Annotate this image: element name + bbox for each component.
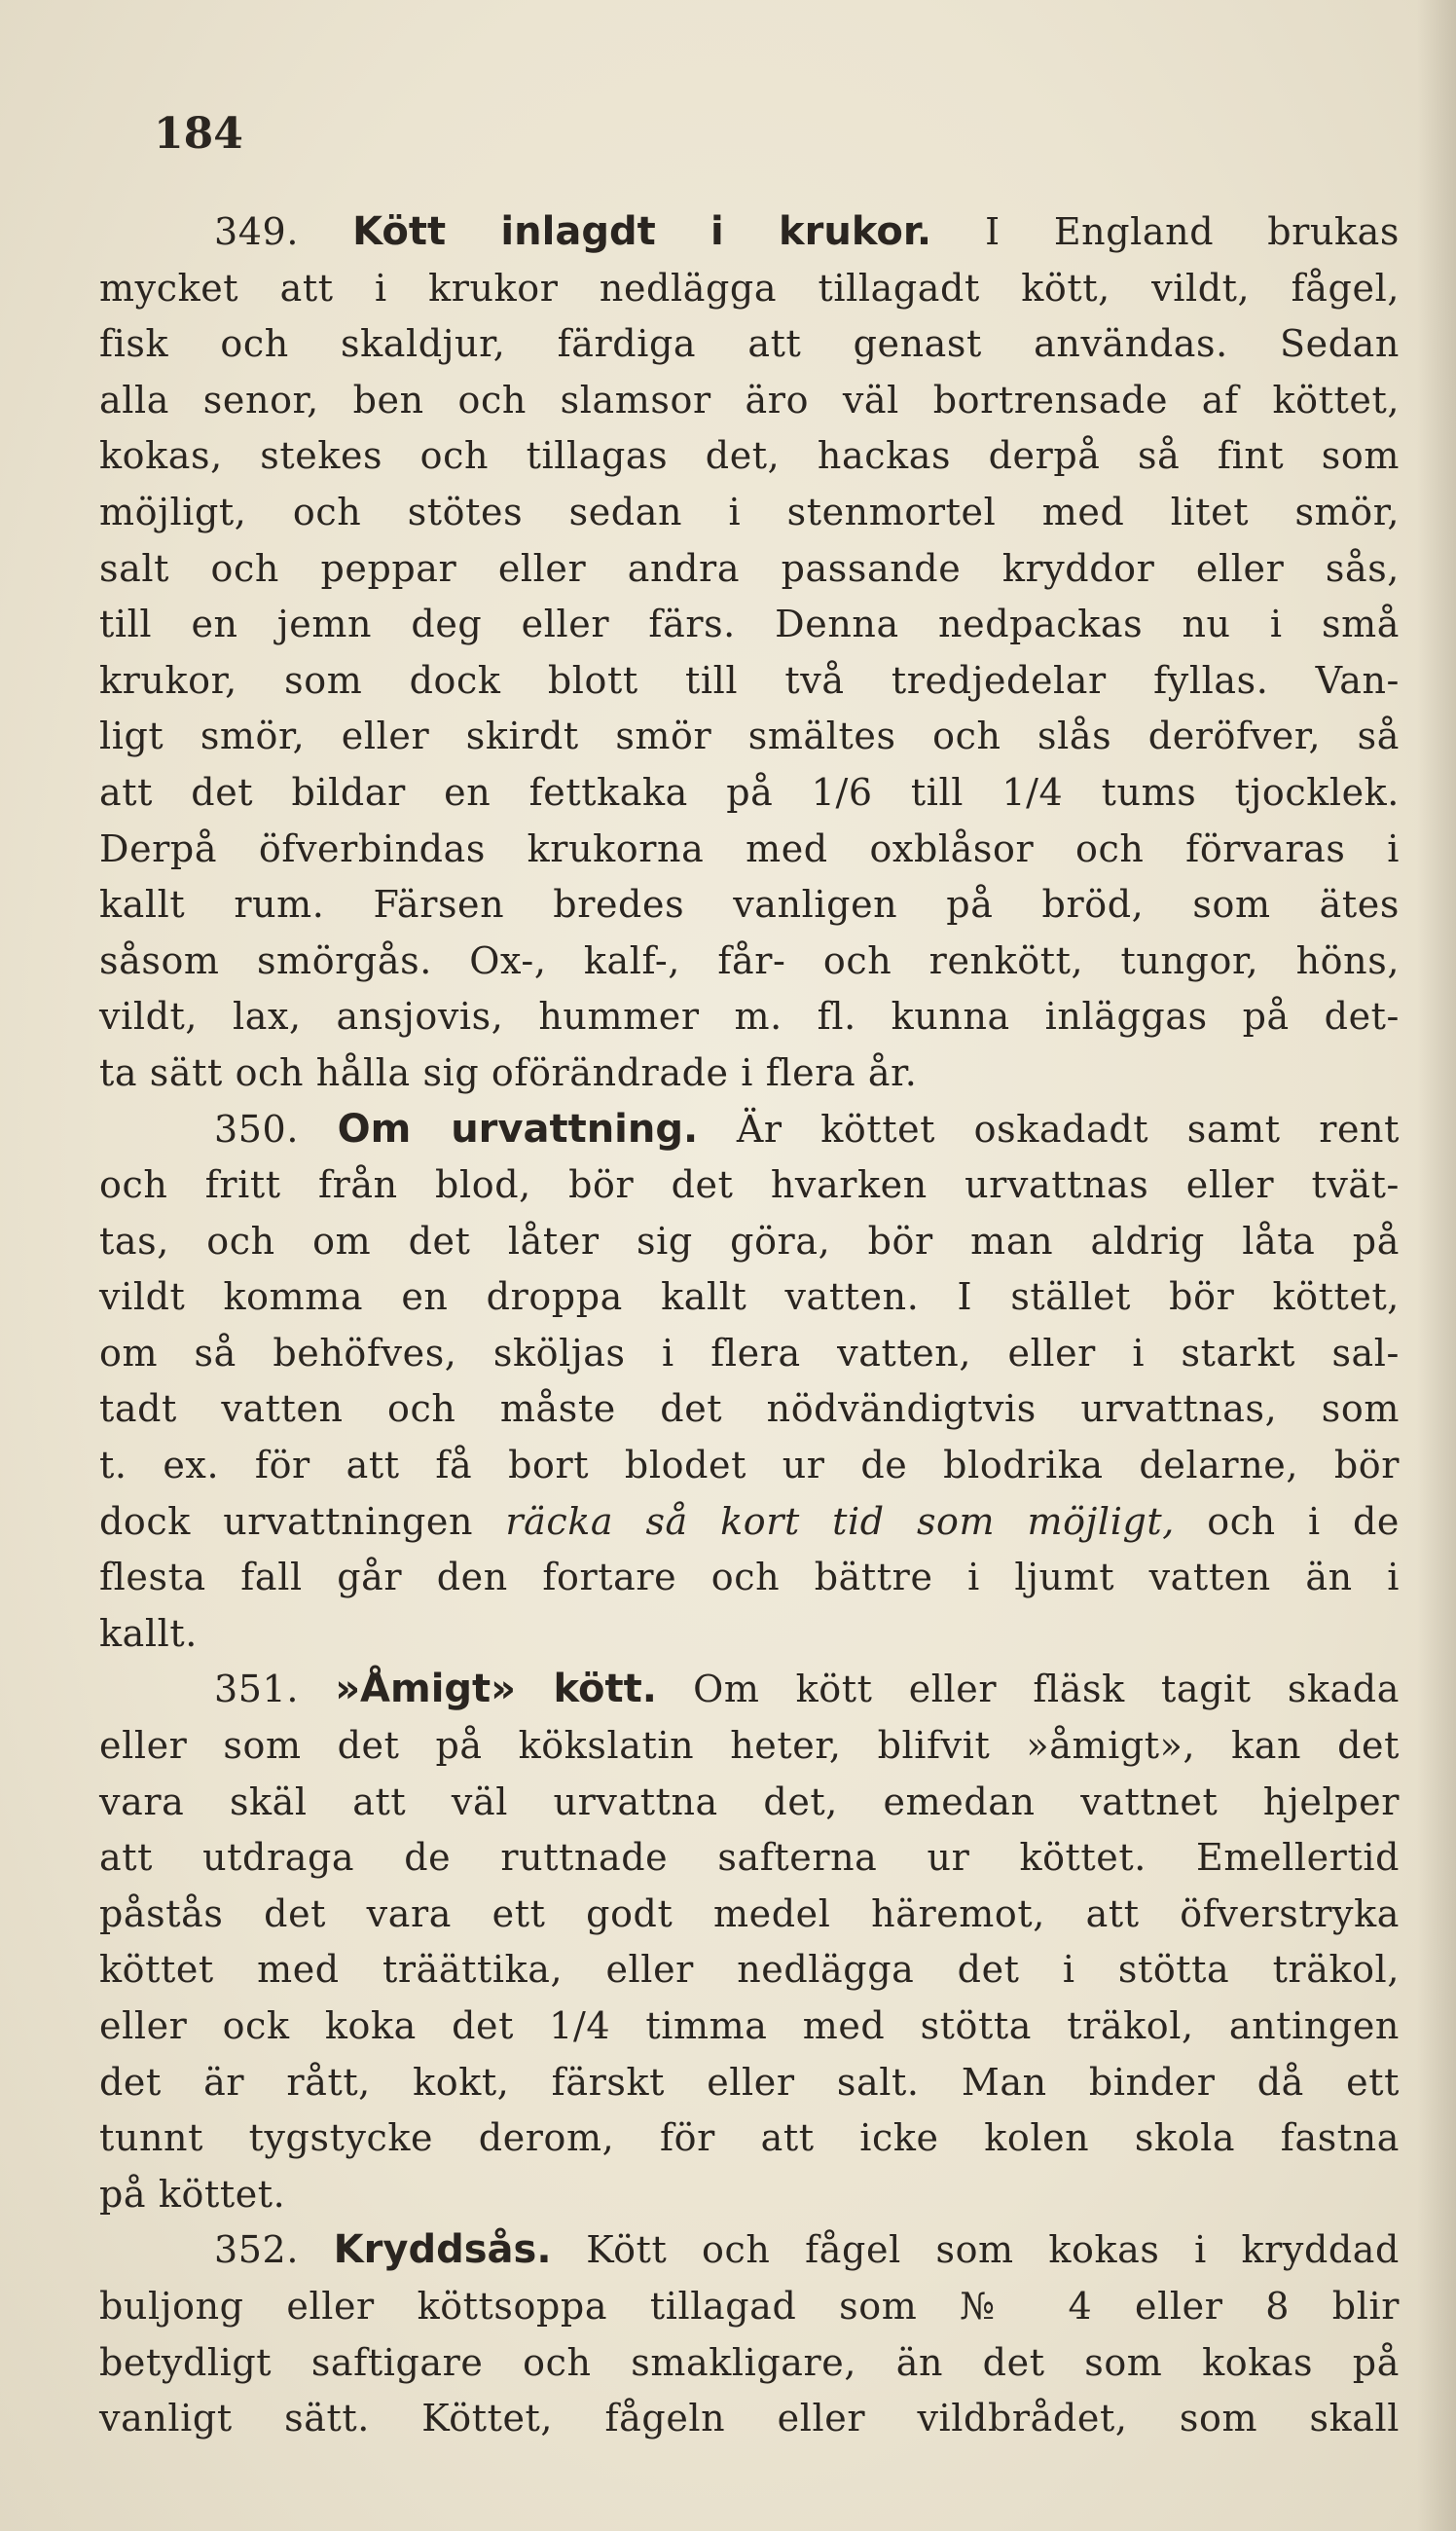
- line-text: I England brukas: [985, 210, 1400, 253]
- line-text: vara skäl att väl urvattna det, emedan vattnet hjelper: [99, 1779, 1400, 1823]
- line-text: salt och peppar eller andra passande kryddor eller sås,: [99, 546, 1400, 590]
- line-text: och fritt från blod, bör det hvarken urvattnas eller tvät-: [99, 1163, 1400, 1207]
- line-text: tadt vatten och måste det nödvändigtvis urvattnas, som: [99, 1387, 1400, 1431]
- text-line: [99, 709, 1400, 765]
- text-line: [99, 1157, 1400, 1214]
- line-text: såsom smörgås. Ox-, kalf-, får- och renkött, tungor, höns,: [99, 938, 1400, 982]
- line-text: kokas, stekes och tillagas det, hackas derpå så fint som: [99, 434, 1400, 478]
- line-text: betydligt saftigare och smakligare, än det som kokas på: [99, 2340, 1400, 2384]
- line-text: och i de: [1207, 1499, 1400, 1543]
- line-text: ta sätt och hålla sig oförändrade i flera år.: [99, 1050, 918, 1094]
- line-text: påstås det vara ett godt medel häremot, att öfverstryka: [99, 1891, 1400, 1935]
- line-text: t. ex. för att få bort blodet ur de blodrika delarne, bör: [99, 1444, 1400, 1487]
- text-line: [99, 765, 1400, 822]
- text-line: [99, 2335, 1400, 2392]
- text-line: [99, 1214, 1400, 1270]
- line-text: alla senor, ben och slamsor äro väl bortrensade af köttet,: [99, 378, 1400, 422]
- line-text: köttet med träättika, eller nedlägga det i stötta träkol,: [99, 1948, 1400, 1992]
- line-text: att utdraga de ruttnade safterna ur köttet. Emellertid: [99, 1836, 1400, 1880]
- text-line: [99, 1718, 1400, 1775]
- text-line: [99, 316, 1400, 373]
- line-text: krukor, som dock blott till två tredjedelar fyllas. Van-: [99, 658, 1400, 702]
- text-line: [99, 597, 1400, 653]
- section-number: 352.: [214, 2228, 334, 2272]
- section-heading: »Åmigt» kött.: [335, 1667, 657, 1712]
- line-text: Är köttet oskadadt samt rent: [736, 1107, 1400, 1151]
- text-line: [99, 877, 1400, 934]
- section-heading: Kryddsås.: [333, 2227, 552, 2273]
- line-text: buljong eller köttsoppa tillagad som № 4 eller 8 blir: [99, 2284, 1400, 2328]
- text-line: [99, 1942, 1400, 1999]
- text-line: [99, 1381, 1400, 1438]
- text-line: [99, 1550, 1400, 1606]
- section-first-line: [99, 2222, 1400, 2279]
- text-line: [99, 989, 1400, 1045]
- line-text: kallt.: [99, 1611, 198, 1655]
- line-text: kallt rum. Färsen bredes vanligen på bröd, som ätes: [99, 883, 1400, 927]
- text-line: [99, 485, 1400, 541]
- text-line: [99, 2391, 1400, 2447]
- section-first-line: [99, 1102, 1400, 1158]
- section-heading: Om urvattning.: [337, 1106, 699, 1152]
- line-text: Om kött eller fläsk tagit skada: [693, 1668, 1400, 1711]
- line-text: på köttet.: [99, 2172, 286, 2216]
- line-text: vildt komma en droppa kallt vatten. I stället bör köttet,: [99, 1275, 1400, 1319]
- line-text: Derpå öfverbindas krukorna med oxblåsor och förvaras i: [99, 826, 1400, 870]
- text-line: [99, 2055, 1400, 2111]
- body-text: [99, 204, 1400, 2447]
- text-line: [99, 1887, 1400, 1943]
- text-line: [99, 2279, 1400, 2335]
- text-line: [99, 1494, 1400, 1551]
- section-first-line: [99, 204, 1400, 261]
- section-number: 350.: [214, 1107, 338, 1151]
- line-text: att det bildar en fettkaka på 1/6 till 1/4 tums tjocklek.: [99, 770, 1400, 814]
- section-first-line: [99, 1662, 1400, 1718]
- line-text: flesta fall går den fortare och bättre i ljumt vatten än i: [99, 1556, 1400, 1599]
- section-number: 351.: [214, 1668, 336, 1711]
- section-number: 349.: [214, 210, 353, 253]
- line-text: tas, och om det låter sig göra, bör man aldrig låta på: [99, 1219, 1400, 1263]
- text-line: [99, 1045, 1400, 1102]
- line-text: dock urvattningen: [99, 1499, 506, 1543]
- page-edge-shadow: [1417, 0, 1456, 2531]
- text-line: [99, 653, 1400, 710]
- page-number: 184: [154, 109, 243, 159]
- line-text: eller som det på kökslatin heter, blifvit »åmigt», kan det: [99, 1724, 1400, 1768]
- text-line: [99, 428, 1400, 485]
- line-text: till en jemn deg eller färs. Denna nedpackas nu i små: [99, 603, 1400, 646]
- text-line: [99, 1830, 1400, 1887]
- line-text: Kött och fågel som kokas i kryddad: [586, 2228, 1400, 2272]
- text-line: [99, 822, 1400, 878]
- text-line: [99, 373, 1400, 429]
- text-line: [99, 2167, 1400, 2223]
- text-line: [99, 1438, 1400, 1494]
- text-line: [99, 1775, 1400, 1831]
- text-line: [99, 1606, 1400, 1663]
- line-text: ligt smör, eller skirdt smör smältes och slås deröfver, så: [99, 715, 1400, 758]
- line-text: vanligt sätt. Köttet, fågeln eller vildbrådet, som skall: [99, 2397, 1400, 2440]
- text-line: [99, 541, 1400, 598]
- text-line: [99, 1326, 1400, 1382]
- line-text: vildt, lax, ansjovis, hummer m. fl. kunna inläggas på det-: [99, 995, 1400, 1039]
- section-heading: Kött inlagdt i krukor.: [352, 209, 932, 254]
- line-text: möjligt, och stötes sedan i stenmortel med litet smör,: [99, 490, 1400, 533]
- text-line: [99, 1999, 1400, 2055]
- text-line: [99, 261, 1400, 317]
- line-text: tunnt tygstycke derom, för att icke kolen skola fastna: [99, 2116, 1400, 2160]
- line-text: mycket att i krukor nedlägga tillagadt kött, vildt, fågel,: [99, 266, 1400, 310]
- text-line: [99, 1269, 1400, 1326]
- line-text: om så behöfves, sköljas i flera vatten, eller i starkt sal-: [99, 1331, 1400, 1375]
- line-text: eller ock koka det 1/4 timma med stötta träkol, antingen: [99, 2004, 1400, 2047]
- text-line: [99, 934, 1400, 990]
- text-line: [99, 2110, 1400, 2167]
- line-text: fisk och skaldjur, färdiga att genast användas. Sedan: [99, 322, 1400, 366]
- emphasized-text: räcka så kort tid som möjligt,: [505, 1499, 1175, 1543]
- line-text: det är rått, kokt, färskt eller salt. Man binder då ett: [99, 2060, 1400, 2104]
